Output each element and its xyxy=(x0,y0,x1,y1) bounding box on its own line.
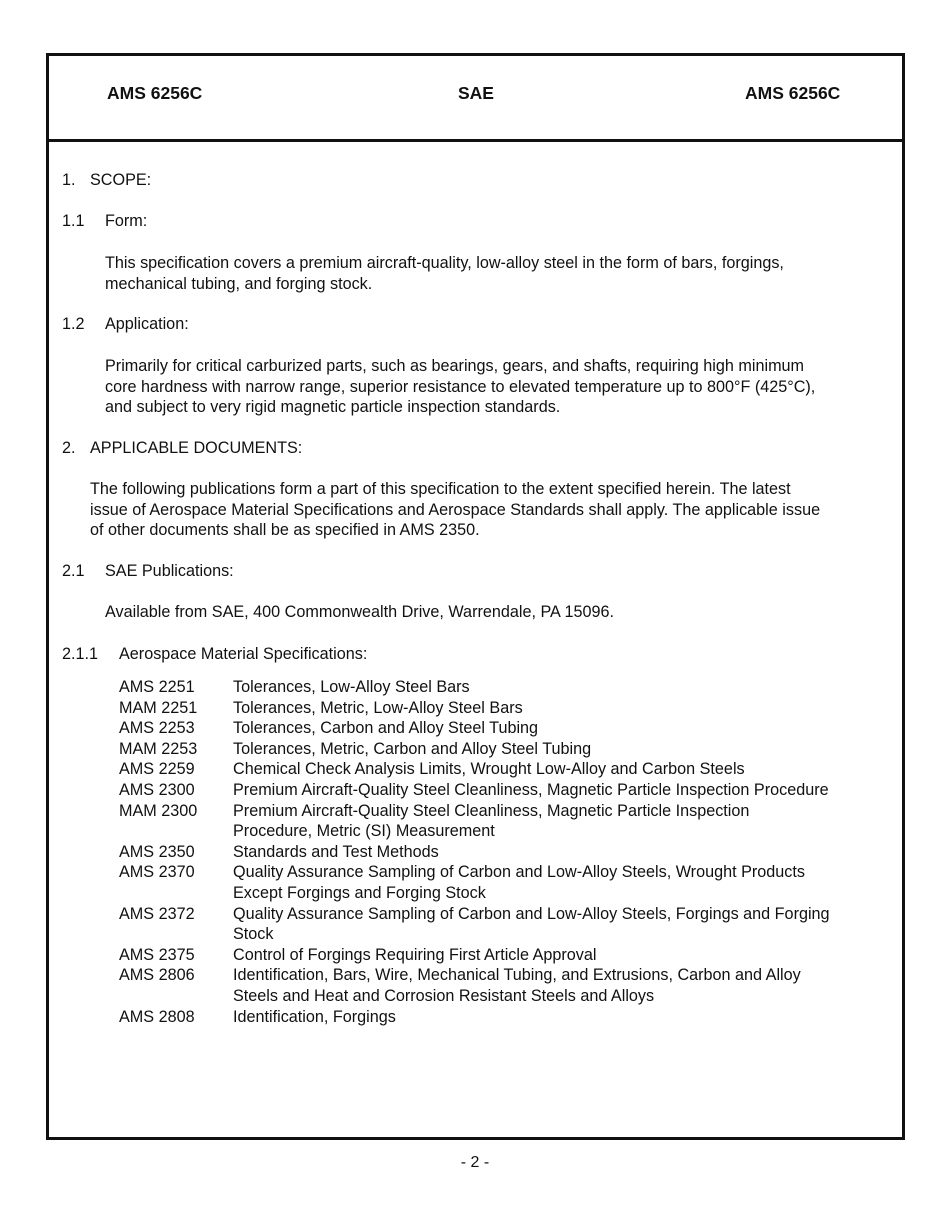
paragraph-line: mechanical tubing, and forging stock. xyxy=(105,274,373,293)
ref-title: Premium Aircraft-Quality Steel Cleanliness, Magnetic Particle Inspection xyxy=(233,801,750,820)
header-publisher: SAE xyxy=(458,83,494,103)
section-2-1-1-title: Aerospace Material Specifications: xyxy=(119,645,368,663)
ref-title: Tolerances, Metric, Carbon and Alloy Steel Tubing xyxy=(233,739,592,758)
section-1-2-paragraph xyxy=(105,356,815,418)
ref-code: MAM 2300 xyxy=(119,801,198,820)
document-header xyxy=(49,56,902,142)
ref-code: AMS 2375 xyxy=(119,945,195,964)
ref-title: Procedure, Metric (SI) Measurement xyxy=(233,822,495,841)
section-1-2-number: 1.2 xyxy=(62,315,85,333)
page-number: - 2 - xyxy=(460,1154,490,1171)
ref-code: AMS 2370 xyxy=(119,863,195,882)
ref-title: Premium Aircraft-Quality Steel Cleanliness, Magnetic Particle Inspection Procedure xyxy=(233,781,829,799)
ref-code: MAM 2253 xyxy=(119,739,198,758)
header-spec-number-left: AMS 6256C xyxy=(107,83,203,103)
ref-code: AMS 2372 xyxy=(119,904,195,923)
section-2-1-1-number: 2.1.1 xyxy=(62,645,99,663)
ref-title: Identification, Forgings xyxy=(233,1007,396,1026)
paragraph-line: This specification covers a premium aircraft-quality, low-alloy steel in the form of bars, forgings, xyxy=(105,254,784,272)
section-2-1-title: SAE Publications: xyxy=(105,562,234,580)
section-2-number: 2. xyxy=(62,439,76,457)
paragraph-line: core hardness with narrow range, superior resistance to elevated temperature up to 800°F (425°C), xyxy=(105,377,816,396)
ref-title: Tolerances, Metric, Low-Alloy Steel Bars xyxy=(233,698,523,717)
section-2-title: APPLICABLE DOCUMENTS: xyxy=(90,439,303,457)
ref-code: AMS 2808 xyxy=(119,1007,195,1026)
ref-code: AMS 2806 xyxy=(119,966,195,985)
ref-title: Quality Assurance Sampling of Carbon and Low-Alloy Steels, Forgings and Forging xyxy=(233,904,830,923)
ref-title: Identification, Bars, Wire, Mechanical Tubing, and Extrusions, Carbon and Alloy xyxy=(233,966,801,985)
paragraph-line: The following publications form a part of this specification to the extent specified herein. The latest xyxy=(90,480,791,498)
ref-title: Except Forgings and Forging Stock xyxy=(233,884,486,902)
section-1-1-paragraph xyxy=(105,253,784,294)
section-1-1-title: Form: xyxy=(105,212,148,230)
ref-code: AMS 2300 xyxy=(119,781,195,799)
ref-title: Tolerances, Low-Alloy Steel Bars xyxy=(233,678,470,696)
section-1-title: SCOPE: xyxy=(90,171,152,189)
paragraph-line: of other documents shall be as specified in AMS 2350. xyxy=(90,521,480,540)
ref-code: AMS 2350 xyxy=(119,842,195,861)
section-1-2-title: Application: xyxy=(105,315,189,333)
section-2-1-paragraph xyxy=(105,602,614,623)
section-1-number: 1. xyxy=(62,171,76,189)
ref-title: Control of Forgings Requiring First Article Approval xyxy=(233,945,597,964)
header-spec-number-right: AMS 6256C xyxy=(745,83,841,103)
paragraph-line: Primarily for critical carburized parts, such as bearings, gears, and shafts, requiring high minimum xyxy=(105,357,805,375)
ref-code: AMS 2259 xyxy=(119,760,195,779)
section-2-paragraph xyxy=(90,479,820,541)
ref-title: Tolerances, Carbon and Alloy Steel Tubing xyxy=(233,719,539,738)
ref-title: Quality Assurance Sampling of Carbon and Low-Alloy Steels, Wrought Products xyxy=(233,863,805,882)
ref-code: MAM 2251 xyxy=(119,698,198,717)
ref-title: Steels and Heat and Corrosion Resistant Steels and Alloys xyxy=(233,987,655,1005)
paragraph-line: issue of Aerospace Material Specifications and Aerospace Standards shall apply. The applicable issue xyxy=(90,500,821,519)
section-1-1-number: 1.1 xyxy=(62,212,85,230)
ref-title: Stock xyxy=(233,925,274,944)
section-2-1-number: 2.1 xyxy=(62,562,85,580)
paragraph-line: and subject to very rigid magnetic particle inspection standards. xyxy=(105,398,561,417)
ref-code: AMS 2253 xyxy=(119,719,195,738)
ref-code: AMS 2251 xyxy=(119,678,195,696)
paragraph-line: Available from SAE, 400 Commonwealth Drive, Warrendale, PA 15096. xyxy=(105,603,614,621)
ref-title: Standards and Test Methods xyxy=(233,842,439,861)
ref-title: Chemical Check Analysis Limits, Wrought Low-Alloy and Carbon Steels xyxy=(233,760,745,779)
